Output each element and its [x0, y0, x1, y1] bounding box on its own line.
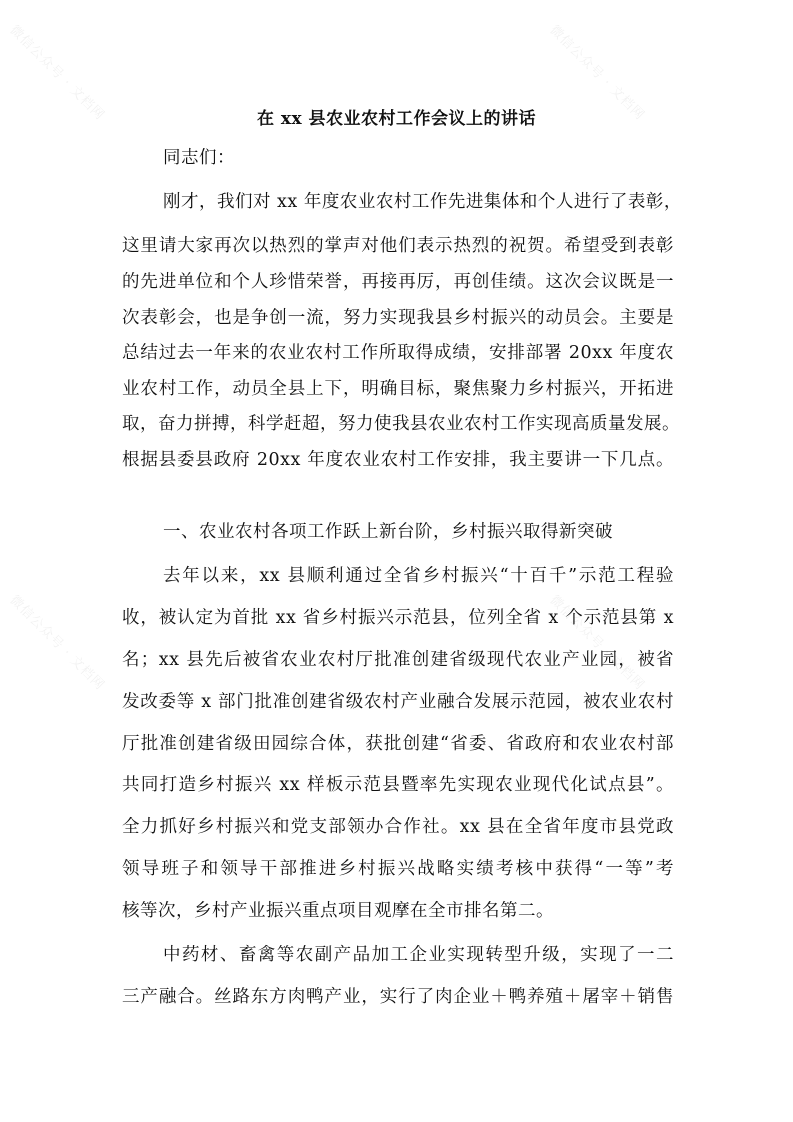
section-heading: 一、农业农村各项工作跃上新台阶，乡村振兴取得新突破 — [163, 522, 613, 542]
salutation: 同志们： — [163, 148, 235, 168]
watermark: 微信公众号 · 文档网 — [6, 22, 108, 124]
watermark: 微信公众号 · 文档网 — [546, 22, 648, 124]
paragraph-line: 业农村工作，动员全县上下，明确目标，聚焦聚力乡村振兴，开拓进 — [122, 379, 674, 399]
paragraph-line: 去年以来，xx 县顺利通过全省乡村振兴“十百千”示范工程验 — [163, 566, 674, 586]
paragraph-line: 取，奋力拼搏，科学赶超，努力使我县农业农村工作实现高质量发展。 — [122, 414, 680, 434]
paragraph-line: 收，被认定为首批 xx 省乡村振兴示范县，位列全省 x 个示范县第 x — [122, 608, 674, 628]
paragraph-line: 总结过去一年来的农业农村工作所取得成绩，安排部署 20xx 年度农 — [122, 343, 674, 363]
paragraph-line: 发改委等 x 部门批准创建省级农村产业融合发展示范园，被农业农村 — [122, 692, 674, 712]
paragraph-line: 这里请大家再次以热烈的掌声对他们表示热烈的祝贺。希望受到表彰 — [122, 236, 674, 256]
paragraph-line: 领导班子和领导干部推进乡村振兴战略实绩考核中获得“一等”考 — [122, 859, 674, 879]
paragraph-line: 次表彰会，也是争创一流，努力实现我县乡村振兴的动员会。主要是 — [122, 308, 674, 328]
paragraph-line: 全力抓好乡村振兴和党支部领办合作社。xx 县在全省年度市县党政 — [122, 817, 674, 837]
paragraph-line: 名；xx 县先后被省农业农村厅批准创建省级现代农业产业园，被省 — [122, 650, 674, 670]
document-title: 在 xx 县农业农村工作会议上的讲话 — [256, 109, 537, 129]
paragraph-line: 中药材、畜禽等农副产品加工企业实现转型升级，实现了一二 — [163, 945, 674, 965]
paragraph-line: 的先进单位和个人珍惜荣誉，再接再厉，再创佳绩。这次会议既是一 — [122, 272, 674, 292]
paragraph-line: 刚才，我们对 xx 年度农业农村工作先进集体和个人进行了表彰， — [163, 192, 682, 212]
watermark: 微信公众号 · 文档网 — [546, 592, 648, 694]
paragraph-line: 三产融合。丝路东方肉鸭产业，实行了肉企业＋鸭养殖＋屠宰＋销售 — [122, 987, 674, 1007]
paragraph-line: 共同打造乡村振兴 xx 样板示范县暨率先实现农业现代化试点县”。 — [122, 775, 674, 795]
paragraph-line: 核等次，乡村产业振兴重点项目观摩在全市排名第二。 — [122, 901, 554, 921]
paragraph-line: 厅批准创建省级田园综合体，获批创建“省委、省政府和农业农村部 — [122, 734, 674, 754]
watermark: 微信公众号 · 文档网 — [6, 592, 108, 694]
paragraph-line: 根据县委县政府 20xx 年度农业农村工作安排，我主要讲一下几点。 — [122, 450, 674, 470]
